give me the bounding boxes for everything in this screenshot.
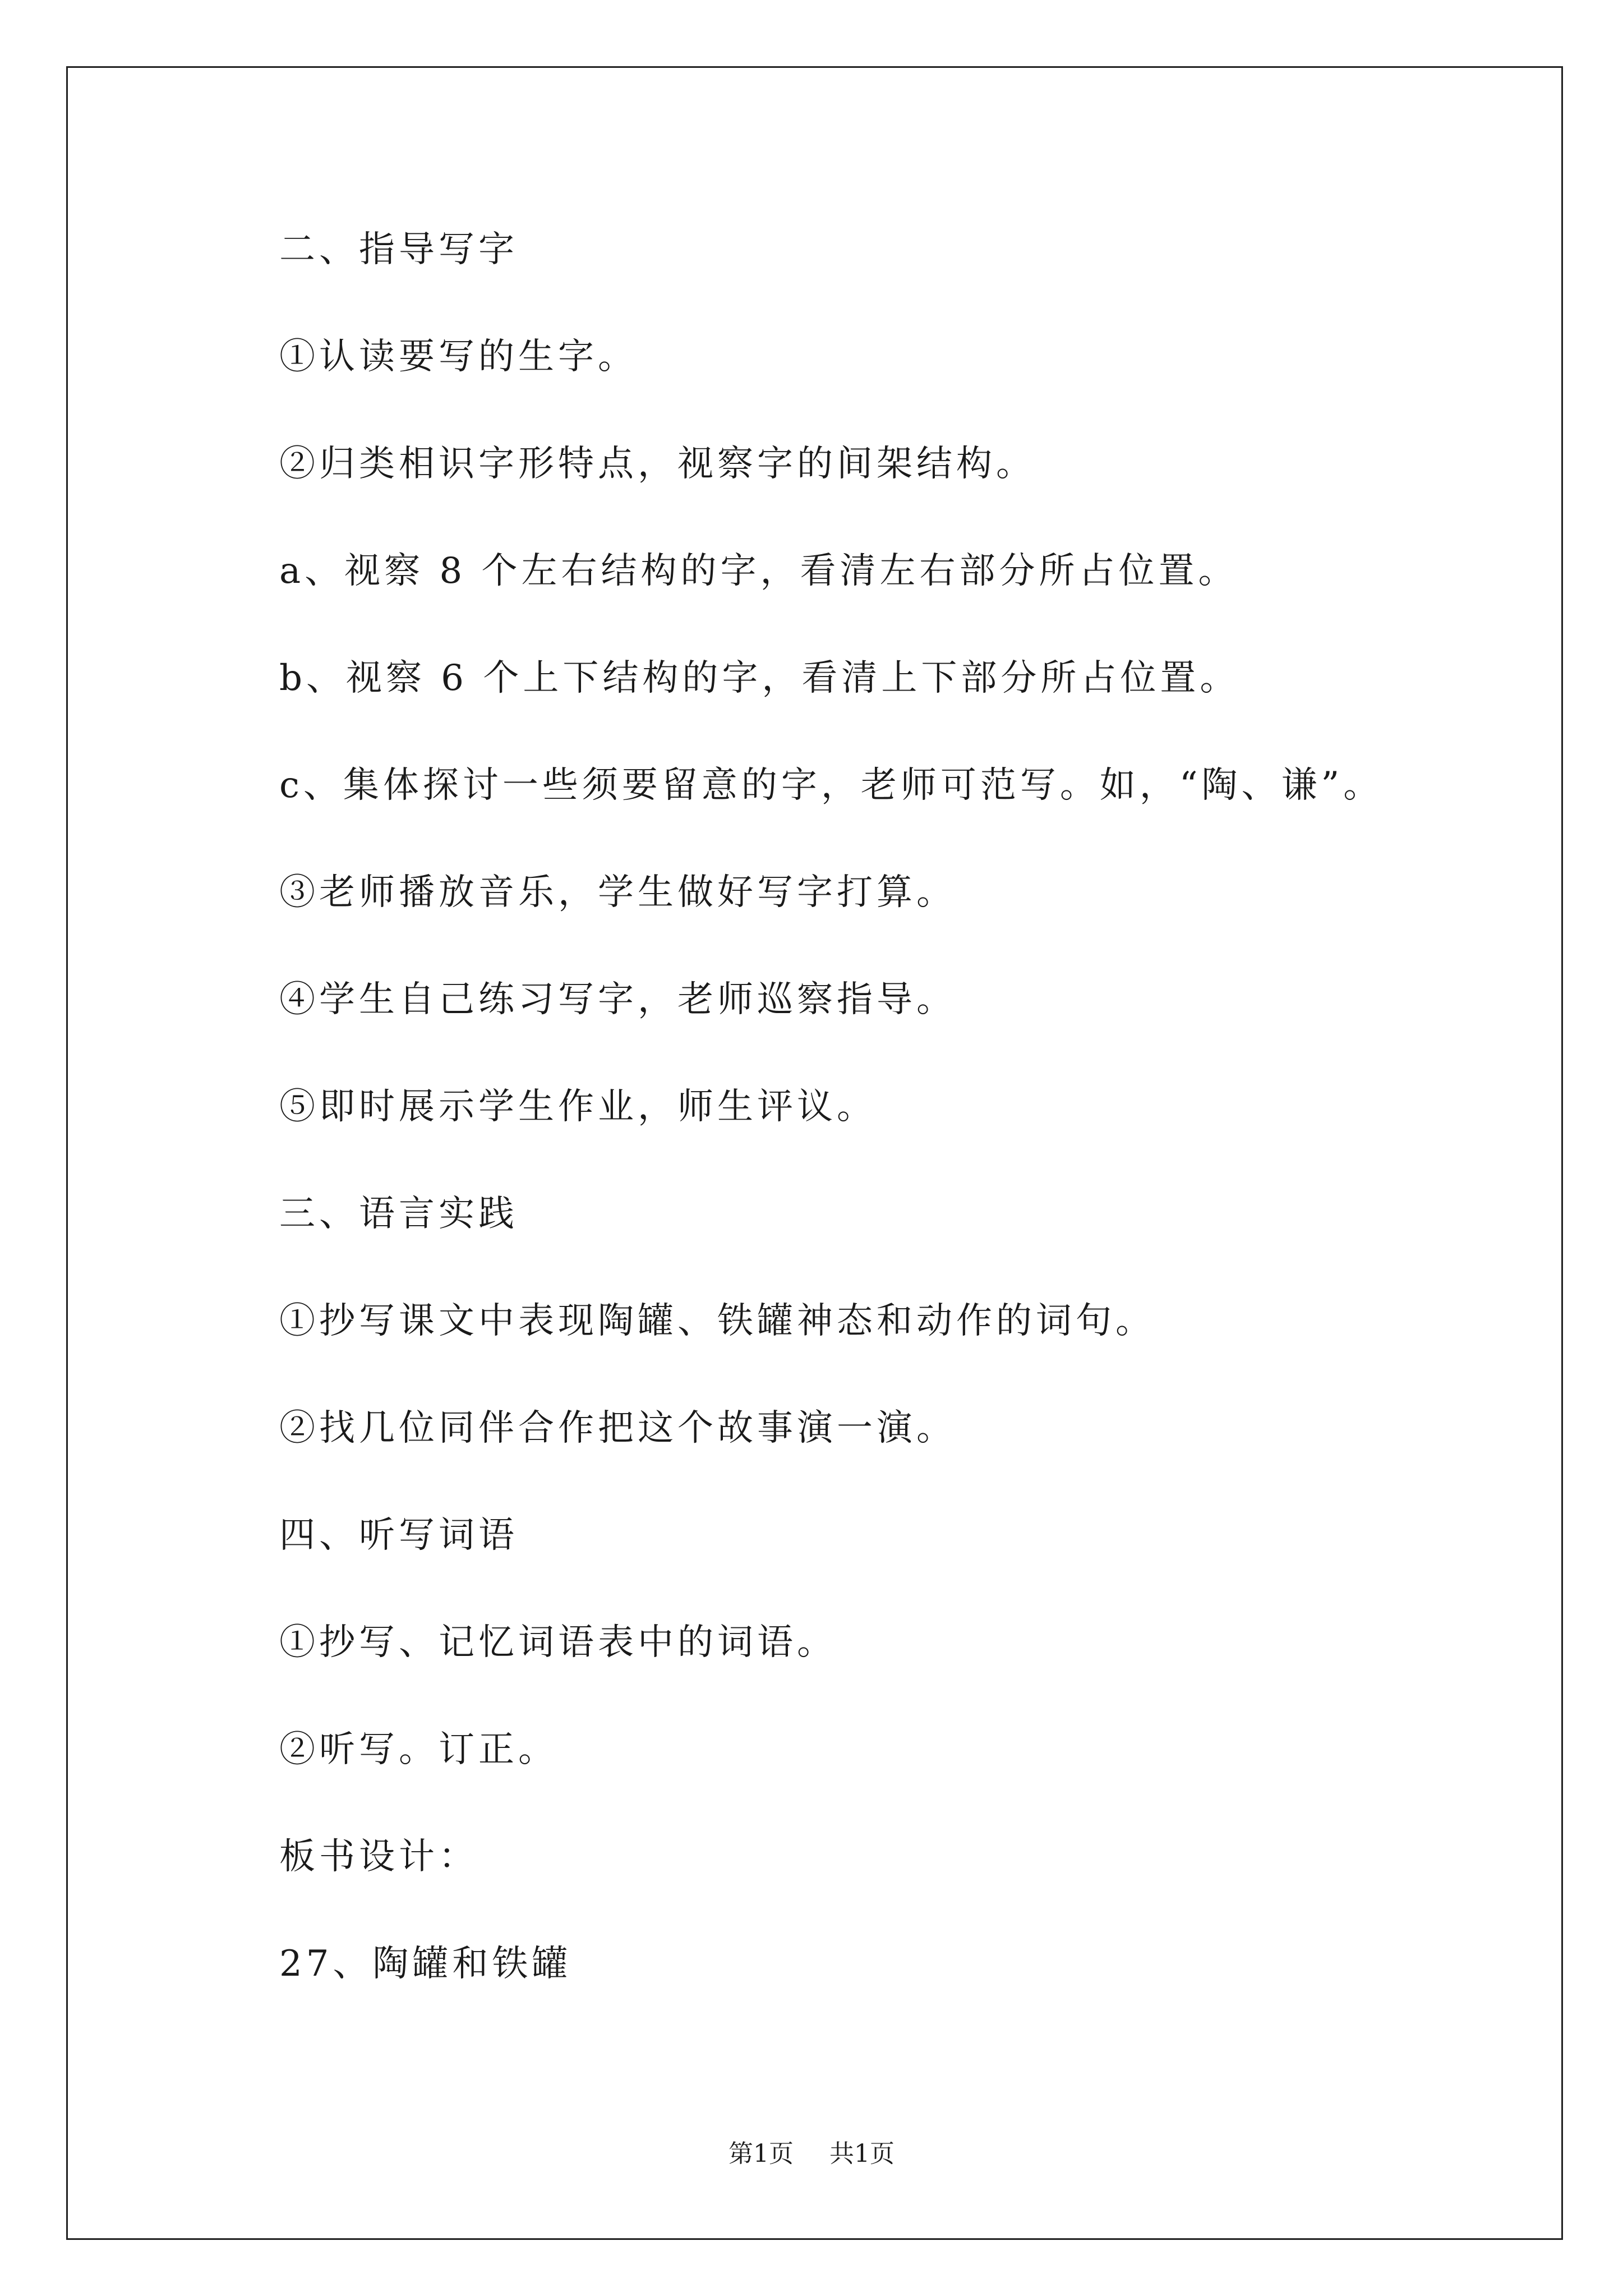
blackboard-design-label: 板书设计： [279,1836,478,1878]
section-heading-language-practice: 三、语言实践 [279,1193,518,1235]
lesson-title: 27、陶罐和铁罐 [279,1943,572,1985]
sub-step-item: b、视察 6 个上下结构的字，看清上下部分所占位置。 [279,657,1240,699]
step-item: ①抄写、记忆词语表中的词语。 [279,1622,837,1663]
step-item: ①认读要写的生字。 [279,336,638,378]
step-item: ②归类相识字形特点，视察字的间架结构。 [279,443,1036,485]
step-item: ②找几位同伴合作把这个故事演一演。 [279,1407,956,1449]
section-heading-writing-guidance: 二、指导写字 [279,229,518,270]
step-item: ②听写。订正。 [279,1729,558,1770]
step-item: ⑤即时展示学生作业，师生评议。 [279,1086,877,1128]
step-item: ④学生自己练习写字，老师巡察指导。 [279,979,956,1020]
section-heading-dictation: 四、听写词语 [279,1515,518,1556]
sub-step-item: a、视察 8 个左右结构的字，看清左右部分所占位置。 [279,550,1238,592]
sub-step-item: c、集体探讨一些须要留意的字，老师可范写。如，“陶、谦”。 [279,765,1384,806]
page-footer [0,2137,1623,2171]
current-page-number: 第1页 [728,2139,794,2168]
total-page-count: 共1页 [829,2139,895,2168]
step-item: ③老师播放音乐，学生做好写字打算。 [279,872,956,913]
document-body [279,196,1536,2018]
step-item: ①抄写课文中表现陶罐、铁罐神态和动作的词句。 [279,1300,1155,1342]
